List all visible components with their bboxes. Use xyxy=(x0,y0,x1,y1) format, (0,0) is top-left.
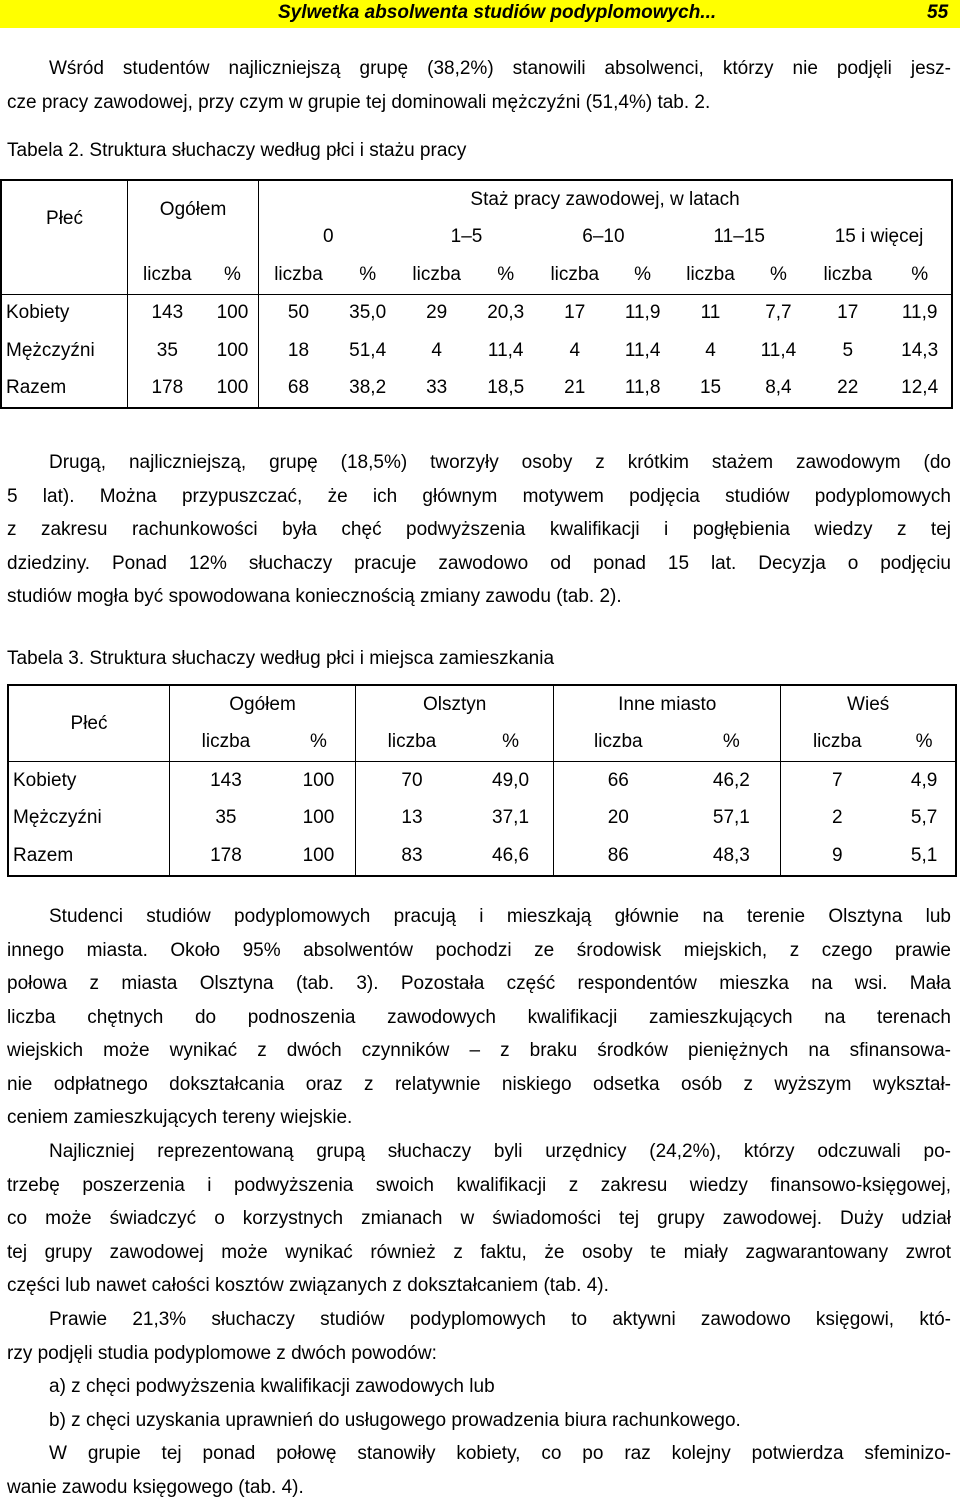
cell: 4 xyxy=(671,332,749,370)
cell: 83 xyxy=(356,837,468,876)
cell: 5,7 xyxy=(893,800,956,838)
cell: 49,0 xyxy=(468,762,554,800)
cell: 7,7 xyxy=(750,294,807,332)
cell: 17 xyxy=(807,294,888,332)
cell: 100 xyxy=(207,370,259,409)
header-ogolem: Ogółem xyxy=(128,180,259,256)
sub-header: % xyxy=(468,724,554,762)
cell: 2 xyxy=(781,800,893,838)
sub-header: liczba xyxy=(536,256,614,294)
cell: 18 xyxy=(259,332,338,370)
text-line: nie odpłatnego dokształcania oraz z relatywnie niskiego odsetka osób z wyższym wykształ- xyxy=(7,1068,951,1102)
cell: 178 xyxy=(170,837,282,876)
group-1-5: 1–5 xyxy=(398,219,536,257)
cell: 11,4 xyxy=(476,332,536,370)
table-row xyxy=(1,370,952,409)
text-line: co może świadczyć o korzystnych zmianach w świadomości tej grupy zawodowej. Duży udział xyxy=(7,1202,951,1236)
cell: 86 xyxy=(554,837,683,876)
cell: 143 xyxy=(128,294,207,332)
text-line: innego miasta. Około 95% absolwentów pochodzi ze środowisk miejskich, z czego prawie xyxy=(7,934,951,968)
text-line: z zakresu rachunkowości była chęć podwyższenia kwalifikacji i pogłębienia wiedzy z tej xyxy=(7,513,951,547)
row-label: Mężczyźni xyxy=(1,332,128,370)
text-line: rzy podjęli studia podyplomowe z dwóch powodów: xyxy=(7,1337,951,1371)
sub-header: liczba xyxy=(781,724,893,762)
group-11-15: 11–15 xyxy=(671,219,807,257)
cell: 70 xyxy=(356,762,468,800)
cell: 20,3 xyxy=(476,294,536,332)
text-line: dziedziny. Ponad 12% słuchaczy pracuje zawodowo od ponad 15 lat. Decyzja o podjęciu xyxy=(7,547,951,581)
group-6-10: 6–10 xyxy=(536,219,672,257)
text-line: ceniem zamieszkujących tereny wiejskie. xyxy=(7,1101,951,1135)
sub-header: liczba xyxy=(356,724,468,762)
cell: 35,0 xyxy=(338,294,398,332)
sub-header: % xyxy=(893,724,956,762)
table-row xyxy=(8,837,956,876)
cell: 4 xyxy=(536,332,614,370)
cell: 17 xyxy=(536,294,614,332)
paragraph-5 xyxy=(7,1303,951,1504)
cell: 100 xyxy=(207,332,259,370)
cell: 15 xyxy=(671,370,749,409)
paragraph-1 xyxy=(7,52,951,119)
text-line: Najliczniej reprezentowaną grupą słuchaczy byli urzędnicy (24,2%), którzy odczuwali po- xyxy=(7,1135,951,1169)
cell: 38,2 xyxy=(338,370,398,409)
text-line: połowa z miasta Olsztyna (tab. 3). Pozostała część respondentów mieszka na wsi. Mała xyxy=(7,967,951,1001)
sub-header: liczba xyxy=(128,256,207,294)
cell: 5,1 xyxy=(893,837,956,876)
cell: 18,5 xyxy=(476,370,536,409)
sub-header: % xyxy=(888,256,952,294)
table-row xyxy=(8,800,956,838)
cell: 57,1 xyxy=(682,800,780,838)
cell: 11,4 xyxy=(614,332,671,370)
text-line: trzebę poszerzenia i podwyższenia swoich kwalifikacji z zakresu wiedzy finansowo-księgowej, xyxy=(7,1169,951,1203)
group-olsztyn: Olsztyn xyxy=(356,685,554,724)
sub-header: liczba xyxy=(259,256,338,294)
cell: 100 xyxy=(207,294,259,332)
cell: 22 xyxy=(807,370,888,409)
cell: 8,4 xyxy=(750,370,807,409)
cell: 4,9 xyxy=(893,762,956,800)
cell: 33 xyxy=(398,370,476,409)
header-plec-empty xyxy=(1,256,128,294)
text-line: wiejskich może wynikać z dwóch czynników – z braku środków pieniężnych na sfinansowa- xyxy=(7,1034,951,1068)
sub-header: % xyxy=(750,256,807,294)
cell: 11,8 xyxy=(614,370,671,409)
sub-header: % xyxy=(338,256,398,294)
cell: 11,4 xyxy=(750,332,807,370)
cell: 21 xyxy=(536,370,614,409)
text-line: Wśród studentów najliczniejszą grupę (38,2%) stanowili absolwenci, którzy nie podjęli jesz- xyxy=(7,52,951,86)
header-staz: Staż pracy zawodowej, w latach xyxy=(259,180,952,219)
header-plec: Płeć xyxy=(1,180,128,256)
sub-header: % xyxy=(207,256,259,294)
table3-caption: Tabela 3. Struktura słuchaczy według płci i miejsca zamieszkania xyxy=(7,648,554,670)
table-row xyxy=(1,294,952,332)
running-title: Sylwetka absolwenta studiów podyplomowych... xyxy=(278,2,716,24)
cell: 66 xyxy=(554,762,683,800)
sub-header: % xyxy=(682,724,780,762)
cell: 35 xyxy=(128,332,207,370)
cell: 13 xyxy=(356,800,468,838)
cell: 37,1 xyxy=(468,800,554,838)
cell: 100 xyxy=(282,800,356,838)
text-line: W grupie tej ponad połowę stanowiły kobiety, co po raz kolejny potwierdza sfeminizo- xyxy=(7,1437,951,1471)
sub-header: liczba xyxy=(398,256,476,294)
table-row xyxy=(1,332,952,370)
cell: 46,2 xyxy=(682,762,780,800)
text-line: Drugą, najliczniejszą, grupę (18,5%) tworzyły osoby z krótkim stażem zawodowym (do xyxy=(7,446,951,480)
cell: 178 xyxy=(128,370,207,409)
text-line: studiów mogła być spowodowana koniecznością zmiany zawodu (tab. 2). xyxy=(7,580,951,614)
list-item: a) z chęci podwyższenia kwalifikacji zawodowych lub xyxy=(7,1370,951,1404)
group-wies: Wieś xyxy=(781,685,956,724)
cell: 9 xyxy=(781,837,893,876)
text-line: 5 lat). Można przypuszczać, że ich głównym motywem podjęcia studiów podyplomowych xyxy=(7,480,951,514)
sub-header: % xyxy=(476,256,536,294)
row-label: Kobiety xyxy=(1,294,128,332)
paragraph-2 xyxy=(7,446,951,614)
cell: 29 xyxy=(398,294,476,332)
cell: 12,4 xyxy=(888,370,952,409)
group-0: 0 xyxy=(259,219,398,257)
row-label: Razem xyxy=(1,370,128,409)
cell: 51,4 xyxy=(338,332,398,370)
group-ogolem: Ogółem xyxy=(170,685,356,724)
cell: 50 xyxy=(259,294,338,332)
text-line: Studenci studiów podyplomowych pracują i mieszkają głównie na terenie Olsztyna lub xyxy=(7,900,951,934)
sub-header: liczba xyxy=(170,724,282,762)
sub-header: liczba xyxy=(807,256,888,294)
text-line: liczba chętnych do podnoszenia zawodowych kwalifikacji zamieszkujących na terenach xyxy=(7,1001,951,1035)
text-line: tej grupy zawodowej może wynikać również z faktu, że osoby te miały zagwarantowany zwrot xyxy=(7,1236,951,1270)
running-header xyxy=(0,0,960,28)
list-item: b) z chęci uzyskania uprawnień do usługowego prowadzenia biura rachunkowego. xyxy=(7,1404,951,1438)
cell: 7 xyxy=(781,762,893,800)
sub-header: % xyxy=(282,724,356,762)
table2-caption: Tabela 2. Struktura słuchaczy według płci i stażu pracy xyxy=(7,140,466,162)
sub-header: liczba xyxy=(554,724,683,762)
cell: 4 xyxy=(398,332,476,370)
cell: 68 xyxy=(259,370,338,409)
row-label: Mężczyźni xyxy=(8,800,170,838)
cell: 100 xyxy=(282,837,356,876)
table-row xyxy=(8,762,956,800)
paragraph-4 xyxy=(7,1135,951,1303)
cell: 11,9 xyxy=(888,294,952,332)
text-line: Prawie 21,3% słuchaczy studiów podyplomowych to aktywni zawodowo księgowi, któ- xyxy=(7,1303,951,1337)
cell: 11 xyxy=(671,294,749,332)
group-inne-miasto: Inne miasto xyxy=(554,685,781,724)
cell: 11,9 xyxy=(614,294,671,332)
sub-header: % xyxy=(614,256,671,294)
row-label: Kobiety xyxy=(8,762,170,800)
row-label: Razem xyxy=(8,837,170,876)
cell: 20 xyxy=(554,800,683,838)
cell: 48,3 xyxy=(682,837,780,876)
table-3 xyxy=(7,684,957,877)
cell: 100 xyxy=(282,762,356,800)
cell: 35 xyxy=(170,800,282,838)
cell: 143 xyxy=(170,762,282,800)
table-2 xyxy=(0,179,953,409)
page-number: 55 xyxy=(927,2,948,24)
sub-header: liczba xyxy=(671,256,749,294)
group-15-plus: 15 i więcej xyxy=(807,219,952,257)
cell: 5 xyxy=(807,332,888,370)
cell: 46,6 xyxy=(468,837,554,876)
text-line: cze pracy zawodowej, przy czym w grupie tej dominowali mężczyźni (51,4%) tab. 2. xyxy=(7,86,951,120)
text-line: wanie zawodu księgowego (tab. 4). xyxy=(7,1471,951,1504)
cell: 14,3 xyxy=(888,332,952,370)
header-plec: Płeć xyxy=(8,685,170,762)
paragraph-3 xyxy=(7,900,951,1135)
text-line: części lub nawet całości kosztów związanych z dokształcaniem (tab. 4). xyxy=(7,1269,951,1303)
